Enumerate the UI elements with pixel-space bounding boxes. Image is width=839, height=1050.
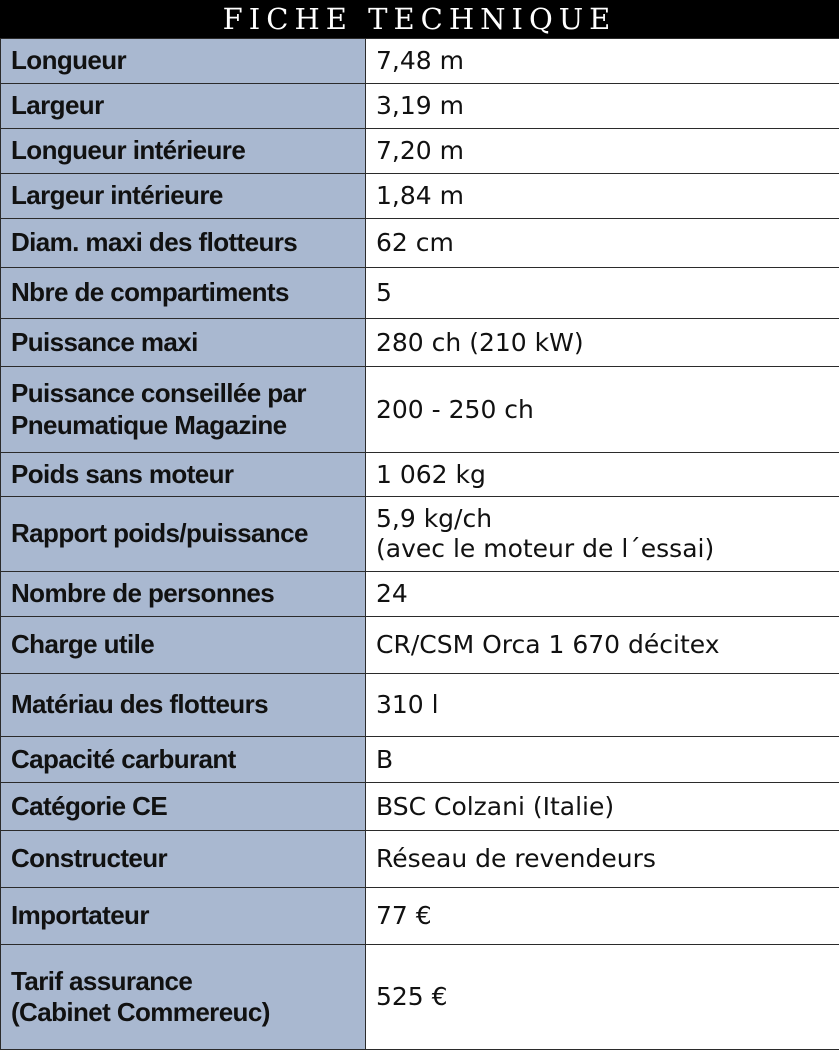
spec-value: 280 ch (210 kW) [366,319,839,367]
spec-label: Catégorie CE [1,783,366,831]
spec-label: Diam. maxi des flotteurs [1,219,366,268]
sheet-title: FICHE TECHNIQUE [0,0,839,38]
spec-label: Nombre de personnes [1,572,366,617]
spec-label: Importateur [1,888,366,945]
spec-label: Poids sans moteur [1,453,366,497]
table-row [1,129,839,174]
spec-value: B [366,737,839,783]
spec-label: Tarif assurance (Cabinet Commereuc) [1,945,366,1050]
spec-label: Longueur intérieure [1,129,366,174]
spec-value: BSC Colzani (Italie) [366,783,839,831]
spec-value: 5,9 kg/ch (avec le moteur de l´essai) [366,497,839,572]
spec-label: Longueur [1,39,366,84]
table-row [1,783,839,831]
table-row [1,737,839,783]
table-row [1,268,839,319]
spec-label: Constructeur [1,831,366,888]
spec-value: Réseau de revendeurs [366,831,839,888]
spec-value: 62 cm [366,219,839,268]
spec-value: 7,20 m [366,129,839,174]
table-row [1,39,839,84]
spec-label: Matériau des flotteurs [1,674,366,737]
spec-label: Puissance conseillée par Pneumatique Magazine [1,367,366,453]
spec-value: 1 062 kg [366,453,839,497]
spec-value: 24 [366,572,839,617]
spec-label: Charge utile [1,617,366,674]
spec-value: 200 - 250 ch [366,367,839,453]
spec-value: 1,84 m [366,174,839,219]
table-row [1,831,839,888]
table-row [1,174,839,219]
spec-label: Puissance maxi [1,319,366,367]
spec-value: 77 € [366,888,839,945]
spec-value: CR/CSM Orca 1 670 décitex [366,617,839,674]
table-row [1,888,839,945]
table-row [1,945,839,1050]
table-row [1,674,839,737]
spec-label: Largeur intérieure [1,174,366,219]
table-row [1,453,839,497]
spec-label: Capacité carburant [1,737,366,783]
spec-value: 7,48 m [366,39,839,84]
spec-value: 525 € [366,945,839,1050]
spec-value: 310 l [366,674,839,737]
spec-label: Rapport poids/puissance [1,497,366,572]
table-row [1,617,839,674]
spec-label: Largeur [1,84,366,129]
table-row [1,497,839,572]
spec-value: 5 [366,268,839,319]
spec-label: Nbre de compartiments [1,268,366,319]
table-row [1,319,839,367]
table-row [1,84,839,129]
table-row [1,572,839,617]
spec-value: 3,19 m [366,84,839,129]
spec-table [0,38,839,1050]
table-row [1,367,839,453]
table-row [1,219,839,268]
